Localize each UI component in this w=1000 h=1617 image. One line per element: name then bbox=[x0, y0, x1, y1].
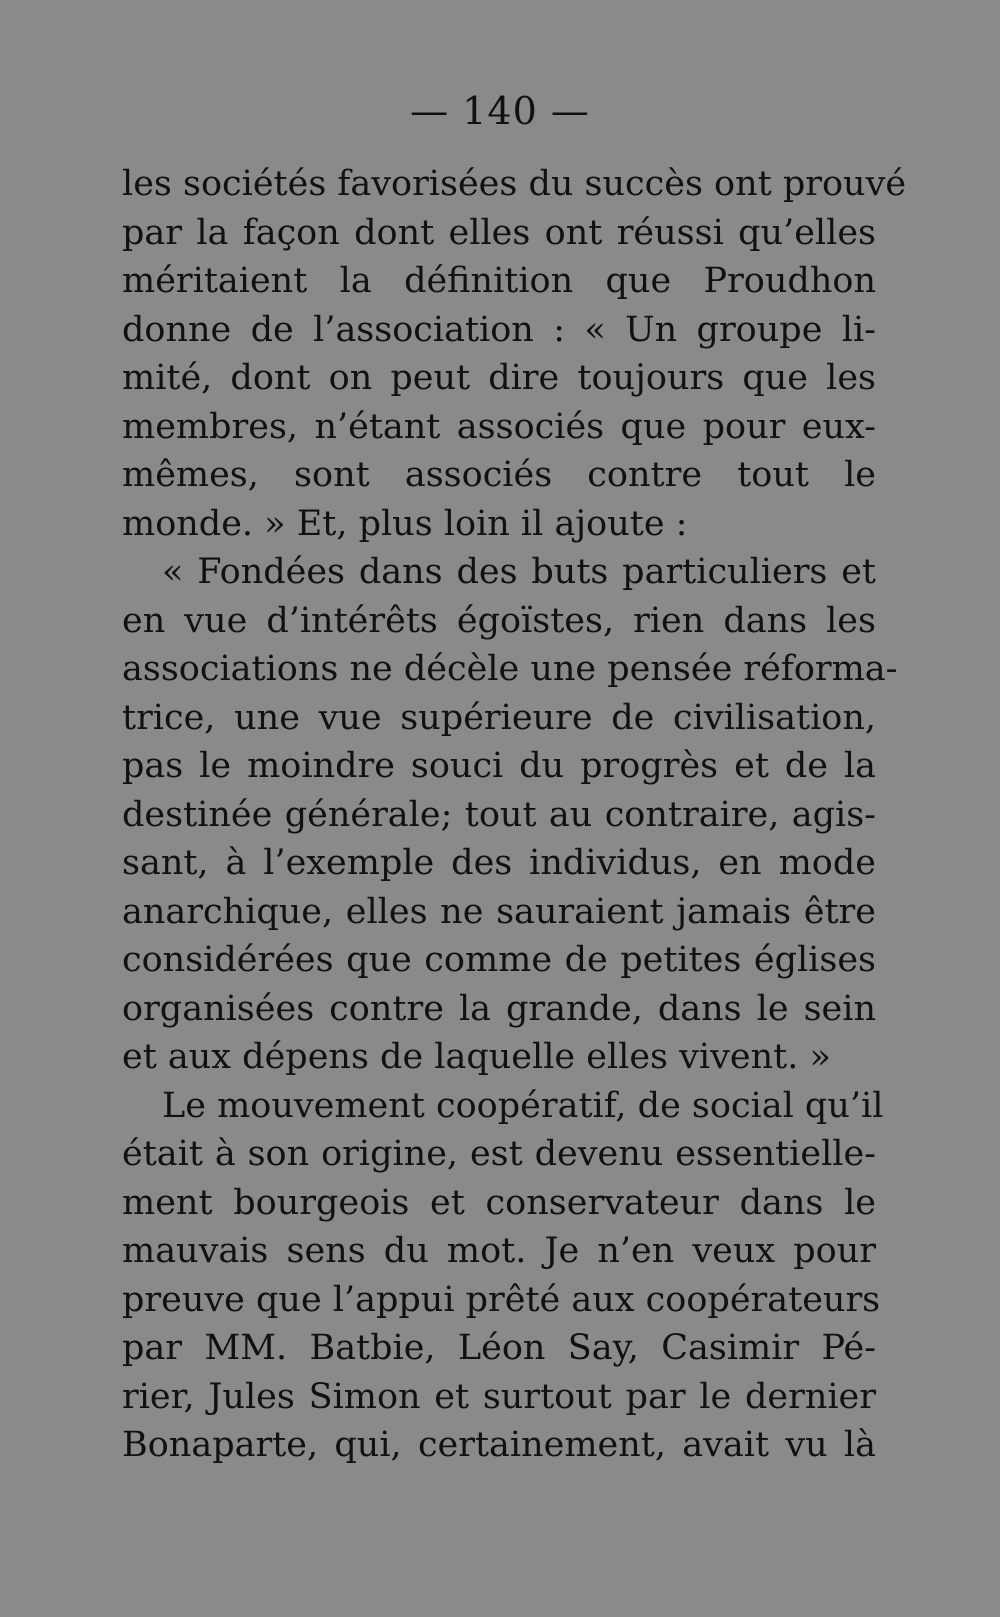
text-line: ment bourgeois et conservateur dans le bbox=[122, 1182, 876, 1223]
text-line: Bonaparte, qui, certainement, avait vu là bbox=[122, 1425, 876, 1465]
text-line: donne de l’association : « Un groupe li- bbox=[122, 309, 876, 350]
text-line: mêmes, sont associés contre tout le bbox=[122, 455, 876, 495]
text-line: anarchique, elles ne sauraient jamais être bbox=[122, 891, 876, 932]
text-line: et aux dépens de laquelle elles vivent. » bbox=[122, 1037, 831, 1077]
text-line: membres, n’étant associés que pour eux- bbox=[122, 406, 876, 447]
text-line: considérées que comme de petites églises bbox=[122, 940, 876, 980]
text-line: monde. » Et, plus loin il ajoute : bbox=[122, 503, 688, 544]
text-line: rier, Jules Simon et surtout par le dernier bbox=[122, 1376, 876, 1417]
text-line: destinée générale; tout au contraire, agis- bbox=[122, 794, 876, 835]
text-line: trice, une vue supérieure de civilisation, bbox=[122, 697, 876, 738]
text-line: en vue d’intérêts égoïstes, rien dans les bbox=[122, 600, 876, 641]
text-line: par MM. Batbie, Léon Say, Casimir Pé- bbox=[122, 1328, 876, 1368]
text-line: « Fondées dans des buts particuliers et bbox=[162, 552, 876, 592]
text-line: associations ne décèle une pensée réforma- bbox=[122, 649, 898, 689]
text-line: mité, dont on peut dire toujours que les bbox=[122, 358, 876, 398]
text-line: organisées contre la grande, dans le sein bbox=[122, 988, 876, 1029]
text-line: méritaient la définition que Proudhon bbox=[122, 261, 876, 301]
text-line: les sociétés favorisées du succès ont prouvé bbox=[122, 164, 907, 204]
text-line: pas le moindre souci du progrès et de la bbox=[122, 746, 876, 786]
text-line: mauvais sens du mot. Je n’en veux pour bbox=[122, 1231, 876, 1271]
text-line: sant, à l’exemple des individus, en mode bbox=[122, 843, 876, 883]
page-number: — 140 — bbox=[410, 89, 590, 133]
body-text bbox=[122, 160, 907, 1470]
text-line: était à son origine, est devenu essentielle- bbox=[122, 1134, 876, 1174]
text-line: par la façon dont elles ont réussi qu’elles bbox=[122, 212, 876, 253]
text-line: preuve que l’appui prêté aux coopérateurs bbox=[122, 1279, 881, 1320]
text-line: Le mouvement coopératif, de social qu’il bbox=[162, 1085, 884, 1126]
